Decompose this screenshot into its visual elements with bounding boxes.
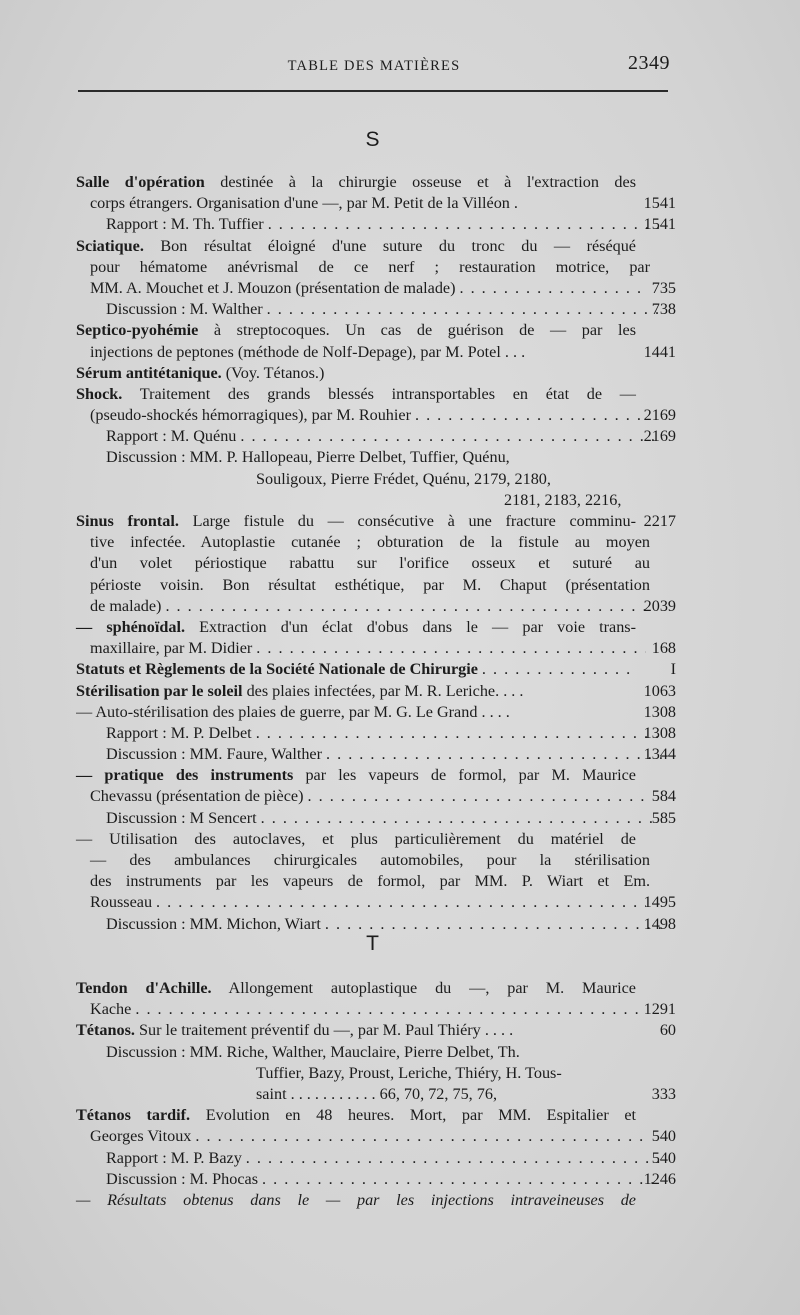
entry-line: à streptocoques. Un cas de guérison de — par les [213, 321, 636, 340]
entry-line: corps étrangers. Organisation d'une —, par M. Petit de la Villéon . [90, 194, 518, 213]
index-entry [76, 363, 656, 384]
sub-entry-page: 738 [651, 300, 676, 319]
sub-entry-label: Souligoux, Pierre Frédet, Quénu, 2179, 2180, [256, 469, 551, 488]
index-entry [76, 320, 676, 362]
entry-heading: Sinus frontal. [76, 512, 179, 530]
entry-line: périoste voisin. Bon résultat esthétique, par M. Chaput (présentation [90, 575, 650, 594]
entry-line: de malade) [90, 596, 162, 615]
sub-entry-label: Rapport : M. Quénu [106, 427, 237, 446]
entry-heading: Statuts et Règlements de la Société Nationale de Chirurgie [76, 660, 478, 679]
index-entry [76, 617, 676, 659]
sub-entry-label: Discussion : M Sencert [106, 808, 257, 827]
sub-entry-label: Rapport : M. P. Delbet [106, 723, 252, 742]
sub-entry-label: Discussion : M. Phocas [106, 1169, 258, 1188]
entry-page: 735 [651, 278, 676, 297]
entry-page: 1541 [643, 194, 676, 213]
entry-page: 1291 [643, 1000, 676, 1019]
entry-heading: Tétanos tardif. [76, 1106, 191, 1125]
entry-page: 60 [659, 1021, 676, 1040]
entry-line: pour hématome anévrismal de ce nerf ; restauration motrice, par [90, 257, 650, 276]
sub-entry-page: 2169 [643, 427, 676, 446]
sub-entry-page: 1308 [643, 723, 676, 742]
entry-line: Large fistule du — consécutive à une fracture comminu- [192, 512, 637, 530]
sub-entry-label: Discussion : MM. P. Hallopeau, Pierre Delbet, Tuffier, Quénu, [106, 448, 510, 467]
index-entry [76, 978, 676, 1020]
entry-page: 1441 [643, 342, 676, 361]
running-title: TABLE DES MATIÈRES [287, 58, 461, 74]
sub-entry-label: 2181, 2183, 2216, [504, 490, 622, 509]
sub-entry-label: Rapport : M. Th. Tuffier [106, 215, 264, 234]
entry-page: I [670, 660, 676, 679]
index-entry [76, 236, 676, 321]
sub-entry-page: 540 [651, 1148, 676, 1167]
entry-line: Auto-stérilisation des plaies de guerre, par M. G. Le Grand . . . . [95, 702, 510, 721]
entry-line: Chevassu (présentation de pièce) [90, 787, 304, 806]
section-letter-s: S [365, 128, 380, 151]
index-entry [76, 702, 676, 766]
entry-line: Traitement des grands blessés intransportables en état de — [139, 384, 636, 403]
index-entry [76, 765, 676, 829]
entry-line: injections de peptones (méthode de Nolf-Depage), par M. Potel . . . [90, 342, 526, 361]
page-header [78, 52, 670, 82]
sub-entry-label: Discussion : MM. Riche, Walther, Mauclaire, Pierre Delbet, Th. [106, 1042, 520, 1061]
sub-entry-label: Discussion : M. Walther [106, 300, 263, 319]
sub-entry-label: Rapport : M. P. Bazy [106, 1148, 242, 1167]
entry-heading: — Résultats obtenus [76, 1190, 234, 1209]
entry-line: d'un volet périostique rabattu sur l'orifice osseux et suturé au [90, 554, 650, 573]
entry-heading: — sphénoïdal. [76, 617, 186, 636]
sub-entry-page: 585 [651, 808, 676, 827]
index-entry [76, 172, 676, 236]
entry-line: Sur le traitement préventif du —, par M. Paul Thiéry . . . . [138, 1021, 514, 1040]
entry-heading: Stérilisation par le soleil [76, 681, 243, 700]
entry-line: Bon résultat éloigné d'une suture du tronc du — réséqué [160, 236, 636, 255]
entry-heading: — [76, 829, 93, 848]
entry-heading: Sciatique. [76, 236, 144, 255]
sub-entry-label: Tuffier, Bazy, Proust, Leriche, Thiéry, H. Tous- [256, 1063, 562, 1082]
entry-page: 2039 [643, 596, 676, 615]
entry-line: des plaies infectées, par M. R. Leriche. . . . [246, 681, 524, 700]
entry-heading: Sérum antitétanique. [76, 363, 222, 382]
sub-entry-page: 1498 [643, 914, 676, 933]
page-number: 2349 [628, 52, 670, 74]
sub-entry-label: saint . . . . . . . . . . . 66, 70, 72, 75, 76, [256, 1084, 498, 1103]
entry-heading: Septico-pyohémie [76, 321, 199, 340]
entry-heading: Shock. [76, 384, 123, 403]
index-entry [76, 1105, 676, 1190]
entry-line: maxillaire, par M. Didier [90, 639, 253, 658]
entry-line: des instruments par les vapeurs de formol, par MM. P. Wiart et Em. [90, 872, 650, 891]
entry-line: Kache [90, 1000, 132, 1019]
sub-entry-page: 1541 [643, 215, 676, 234]
entry-line: Georges Vitoux [90, 1127, 192, 1146]
header-rule [78, 90, 668, 92]
sub-entry-label: Discussion : MM. Faure, Walther [106, 745, 323, 764]
entry-line: Evolution en 48 heures. Mort, par MM. Espitalier et [205, 1106, 637, 1125]
entry-heading: Tétanos. [76, 1021, 135, 1040]
entry-page: 584 [651, 787, 676, 806]
section-letter-t: T [366, 932, 379, 955]
entry-line: Extraction d'un éclat d'obus dans le — par voie trans- [199, 617, 636, 636]
entry-line: destinée à la chirurgie osseuse et à l'extraction des [220, 173, 636, 191]
entry-line: Rousseau [90, 893, 153, 912]
entry-heading: — pratique des instruments [76, 766, 294, 785]
entry-line: (pseudo-shockés hémorragiques), par M. Rouhier [90, 406, 411, 425]
entry-line: MM. A. Mouchet et J. Mouzon (présentation de malade) [90, 278, 456, 297]
entry-line: par les vapeurs de formol, par M. Maurice [305, 766, 636, 785]
entry-line: — des ambulances chirurgicales automobiles, pour la stérilisation [90, 851, 650, 869]
index-entry [76, 829, 676, 935]
section-s-entries [76, 172, 676, 935]
sub-entry-page: 2217 [643, 512, 676, 531]
entry-line: Utilisation des autoclaves, et plus particulièrement du matériel de [109, 829, 636, 848]
sub-entry-page: 333 [651, 1084, 676, 1103]
entry-page: 1495 [643, 893, 676, 912]
entry-line: (Voy. Tétanos.) [225, 363, 325, 382]
entry-page: 2169 [643, 406, 676, 425]
entry-heading: Tendon d'Achille. [76, 979, 212, 997]
entry-page: 540 [651, 1127, 676, 1146]
entry-heading: Salle d'opération [76, 173, 205, 191]
entry-page: 1063 [643, 681, 676, 700]
sub-entry-page: 1344 [643, 745, 676, 764]
entry-page: 1308 [643, 702, 676, 721]
entry-page: 168 [651, 639, 676, 658]
sub-entry-label: Discussion : MM. Michon, Wiart [106, 914, 321, 933]
entry-line: dans le — par les injections intraveineuses de [250, 1190, 636, 1209]
sub-entry-page: 1246 [643, 1169, 676, 1188]
index-entry [76, 1020, 676, 1105]
index-entry [76, 681, 676, 702]
entry-line: Allongement autoplastique du —, par M. Maurice [228, 979, 636, 997]
entry-line: tive infectée. Autoplastie cutanée ; obturation de la fistule au moyen [90, 533, 650, 552]
index-entry [76, 659, 676, 680]
entry-heading: — [76, 702, 93, 721]
index-entry [76, 1190, 656, 1211]
section-t-entries [76, 978, 676, 1211]
